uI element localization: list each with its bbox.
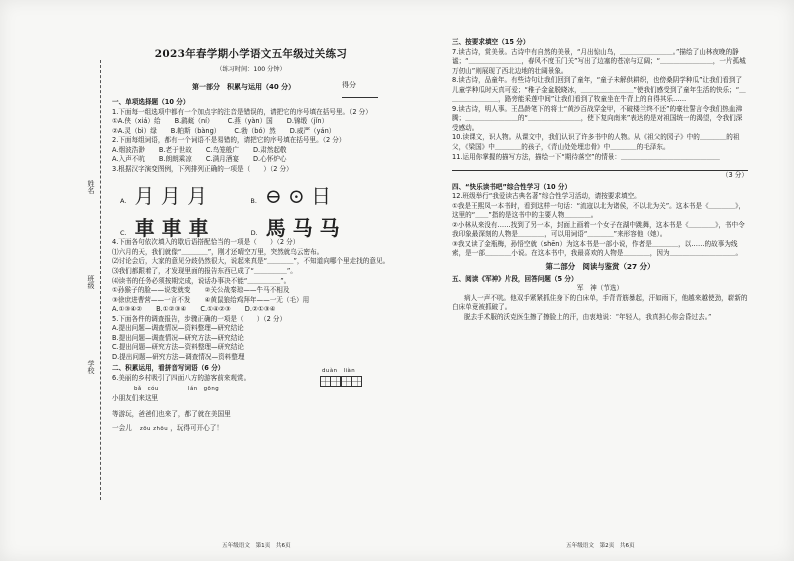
q3-c-label: C. [120,228,127,237]
q12-item: ①我是王熙凤一本书时，看到这样一句话：“流寇以北为诸侯，不以北为关”。这本书是《＿＿＿＿》，这里的“＿＿”指的是这书中的主要人物＿＿＿＿。 [452,201,745,220]
q4-choice: D.②①③④ [244,305,276,314]
q4-item: ③徐庶进曹营——一言不发 [112,295,191,304]
q3-glyph-row-ab [120,176,390,209]
passage-title: 军 神（节选） [576,284,624,293]
q1-option: ②A.灵（bì）绿 [112,126,157,135]
q6-line2 [112,386,390,410]
right-column [452,36,748,323]
section-2-heading: 二、积累运用，看拼音写词语（6 分） [112,364,225,373]
q3-b-glyphs: ⊖ ⊙ 日 [264,184,332,209]
question-3: 3.根据汉字演变图例，下列排列正确的一项是（ ）（2 分） [112,164,293,173]
q6-text: 一会儿 [112,424,132,433]
q1-options-row1 [112,117,390,127]
q3-glyph-row-cd [120,208,390,241]
q2-options-row1 [112,146,390,156]
q1-option: ①A.侠（xiá）给 [112,117,161,126]
q4-sentence: ⑶我们都跟着了，才发现里面的报告东西已成了“＿＿＿＿＿”。 [112,267,297,276]
q2-option: A.烟波浩渺 [112,145,145,154]
q1-option: C.燕（yàn）国 [227,117,273,126]
passage-paragraph: 病人一声不吭。他双手紧紧抓住身下的白床单，手背青筋暴起，汗如雨下，他越来越使劲，崭新的白床单竟被抓破了。 [452,293,748,312]
question-1: 1.下面每一组选项中都有一个加点字的注音是错误的，请把它的序号填在括号里。（2 分） [112,107,372,116]
section-4-heading: 四、“快乐读书吧”综合性学习（10 分） [452,182,572,191]
q2-options-row2 [112,155,390,165]
q3-d-label: D. [250,228,258,237]
left-column [112,96,390,438]
pinyin-prompt: bǎ cóu [134,386,159,393]
question-11: 11.运用你掌握的描写方法，描绘一下“期待落空”的情景：＿＿＿＿＿＿＿＿＿＿＿＿＿＿＿ [452,152,720,161]
q2-option: C.鸟笼般广 [205,145,239,154]
q5-option: B.提出问题—调查情况—研究方法—研究结论 [112,333,244,342]
part1-heading: 第一部分 积累与运用（40 分） [192,83,296,91]
q4-choices [112,305,390,315]
question-10: 10.读课文，识人物。从课文中，我们认识了许多书中的人物。从《祖父的园子》中的＿＿＿＿的祖父，《梁国》中＿＿＿＿的孩子，《青山处处埋忠骨》中＿＿＿＿的毛泽东。 [452,133,740,152]
q6-text: 等游玩，爸爸们也来了，都了就在美国里 [112,410,231,419]
q6-line3 [112,410,390,424]
q6-text: ，玩得可开心了！ [170,424,223,433]
q1-option: B.帕斯（bàng） [170,126,221,135]
school-label: 学校 [87,360,95,374]
q12-item: ③我又读了金瓶梅，孙悟空就（shēn）为这本书是一部小说，作者是＿＿＿＿，以……的故事为线索，是一部＿＿＿＿小说。在这本书中，我最喜欢的人物是＿＿＿＿，因为＿＿＿＿＿＿＿＿＿＿。 [452,239,743,258]
q4-choice: C.①④②③ [200,305,231,314]
q4-sentence: ⑷读书的任务必须按期完成，说话办事决不能“＿＿＿＿＿”。 [112,276,291,285]
q4-item: ④黄鼠狼给鸡拜年——一无（毛）用 [204,295,310,304]
q6-text: 小朋友们来这里 [112,394,159,403]
question-8: 8.读古诗，品童年。有些诗句让我们回到了童年，“童子未解供耕织，也傍桑阴学种瓜”让我们看到了儿童学种瓜时天真可爱；“稚子金盆脱晓冰，＿＿＿＿＿＿＿＿”使我们感受到了童年生活的快乐；“＿＿＿＿＿＿＿＿，路旁能采莲中间”让我们看到了牧童坐在牛背上的自得其乐…… [452,76,746,104]
section-3-heading: 三、按要求填空（15 分） [452,38,530,46]
q3-a-glyphs: 月 ⽉ 月 [134,184,208,209]
q2-option: B.老于世故 [158,145,192,154]
q2-option: D.肃然起敬 [252,145,287,154]
q3-c-glyphs: 車 車 車 [134,216,209,241]
q2-option: C.满月酒宴 [205,155,239,164]
q4-choice: A.①③④② [112,305,143,314]
q4-sentence: ⑵讨论会后，大家的意见分歧仍然很大，说起来真是“＿＿＿＿”，不知道向哪个里走找的意见。 [112,257,390,266]
page-footer-right: 五年级语文 第2页 共6页 [566,543,635,549]
q4-sentence: ⑴六月的天，我们就像“＿＿＿＿”，刚才还晴空万里，突然就乌云密布。 [112,247,324,256]
name-label: 姓名 [87,180,95,194]
q1-option: D.锦缎（jǐn） [286,117,329,126]
question-9: 9.读古诗，明人事。王昌龄笔下的将士“黄沙百战穿金甲，不破楼兰终不还”的豪壮誓言令我们热血沸腾；＿＿＿＿＿＿＿＿的“＿＿＿＿＿＿＿＿，使下复向南来”表达的是对祖国统一的渴望，令我们深受感动。 [452,104,743,132]
q5-option: A.提出问题—调查情况—资料整理—研究结论 [112,324,244,333]
passage-paragraph: 脱去手术服的沃克医生擦了擦脸上的汗，由衷地说：“年轻人，我真担心你会昏过去。” [464,312,712,321]
student-info-sidebar [78,180,104,390]
question-6: 6.美丽的乡村吸引了四面八方的游客前来观赏。 [112,374,251,383]
q4-item: ①孙猴子的脸——说变就变 [112,286,191,295]
q2-option: A.入声不吭 [112,155,145,164]
q1-option: B.鹞蜓（ní） [174,117,214,126]
question-2: 2.下面每组词语，都有一个词语不是易错的，请把它的序号填在括号里。（2 分） [112,136,346,145]
class-label: 班级 [87,275,95,289]
question-12: 12.班级举行“我爱读古典名著”综合性学习活动，请按要求填空。 [452,192,641,201]
pinyin-prompt: zōu zhōu [139,426,169,433]
pinyin-prompt: duàn liàn [322,368,356,375]
q11-score: （3 分） [721,171,748,180]
page-title: 2023年春学期小学语文五年级过关练习 [154,48,348,60]
q1-options-row2 [112,127,390,137]
q3-a-label: A. [120,196,127,205]
question-7: 7.读古诗，赏美景。古诗中有自然的美景，“月出惊山鸟，＿＿＿＿＿＿＿＿。”描绘了山林夜晚的静谧；“＿＿＿＿＿＿＿＿，春风不度玉门关”写出了边塞的苍凉与辽阔；“＿＿＿＿＿＿＿＿，一片孤城万仞山”则展现了西北边地的壮阔景象。 [452,47,746,75]
q1-option: D.威严（yán） [289,126,336,135]
q11-answer-line[interactable] [452,162,748,171]
q2-option: B.朗朗乘凉 [158,155,192,164]
page-subtitle: （练习时间：100 分钟） [216,66,286,73]
q5-option: D.提出问题—研究方法—调查情况—资料整理 [112,352,245,361]
question-4: 4.下面各句依次填入的歇后语搭配恰当的一项是（ ）（2 分） [112,238,300,247]
score-field[interactable]: 得分 [342,80,390,98]
q4-choice: B.①②③④ [156,305,187,314]
section-1-heading: 一、单项选择题（10 分） [112,98,190,106]
q4-items [112,286,390,305]
pinyin-prompt: lán gōng [188,386,220,393]
q3-d-glyphs: 馬 马 马 [265,216,340,241]
q3-b-label: B. [250,196,257,205]
q2-option: D.心怀炉心 [252,155,287,164]
q4-item: ②关公战秦琼——牛马不相及 [204,286,290,295]
part2-heading: 第二部分 阅读与鉴赏（27 分） [545,262,655,272]
question-5: 5.下面各件的调查报告，步骤正确的一项是（ ）（2 分） [112,314,287,323]
answer-grid[interactable] [320,376,362,387]
q5-option: C.提出问题—研究方法—资料整理—研究结论 [112,343,244,352]
q12-item: ②小林从来没有……找到了另一本，封面上画着一个女子在湖中跳舞，这本书是《＿＿＿＿》，书中令我印象最深刻的人物是＿＿＿＿，可以用词语“＿＿＿＿”来形容他（她）。 [452,220,745,239]
q6-line4 [112,424,390,438]
q1-option: C.勃（bó）然 [234,126,276,135]
section-5-heading: 五、阅读《军神》片段，回答问题（5 分） [452,274,578,283]
page-footer-left: 五年级语文 第1页 共6页 [222,543,291,549]
